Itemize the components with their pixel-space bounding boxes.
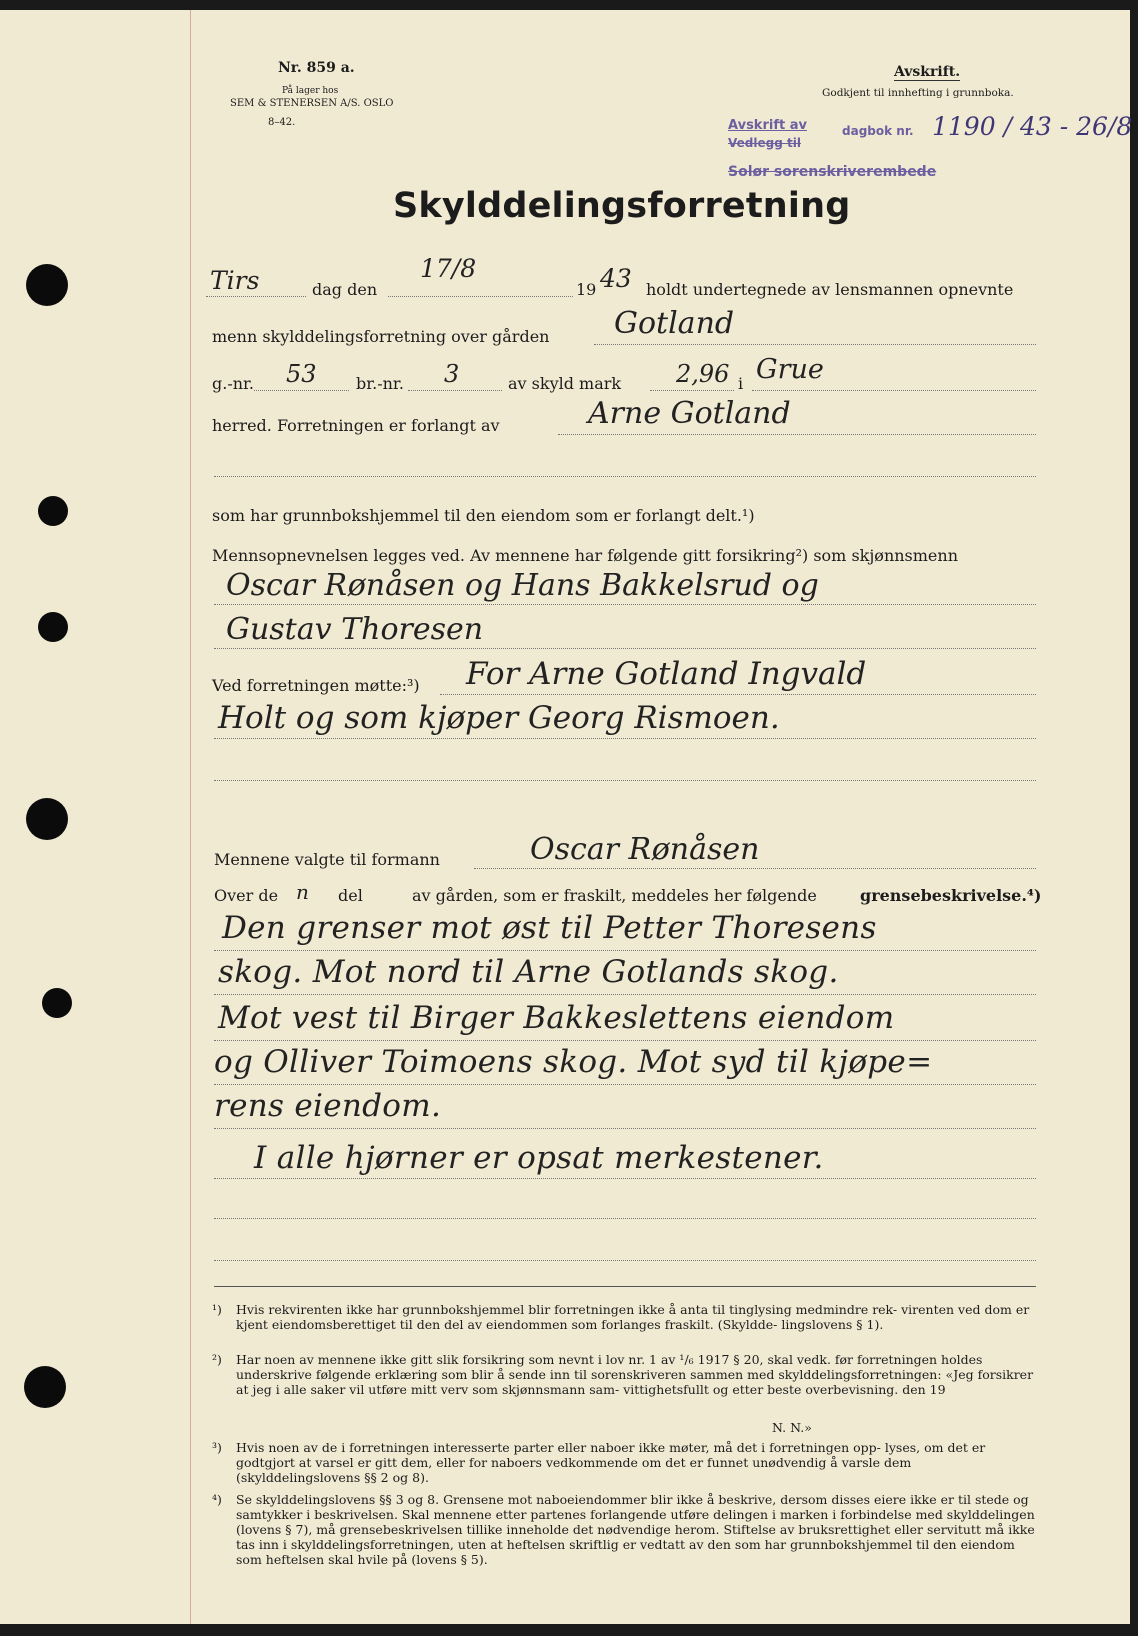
label-skyld: av skyld mark xyxy=(508,374,622,393)
fill-line xyxy=(214,738,1036,739)
year-prefix: 19 xyxy=(576,280,597,299)
boundary-intro: av gården, som er fraskilt, meddeles her følgende xyxy=(412,886,817,905)
fill-line xyxy=(388,296,573,297)
punch-hole xyxy=(26,798,68,840)
boundary-heading: grensebeskrivelse.⁴) xyxy=(860,886,1042,905)
form-number: Nr. 859 a. xyxy=(278,60,355,76)
label-gnr: g.-nr. xyxy=(212,374,255,393)
punch-hole xyxy=(38,496,68,526)
footnote-text: Se skylddelingslovens §§ 3 og 8. Grensene mot naboeiendommer blir ikke å beskrive, dersom disses eiere ikke er til stede og samtykker i beskrivelsen. Skal mennene etter partenes forlangende utføre delingen i marken i forbindelse med skylddelingen (lovens § 7), må grensebeskrivelsen tillike inneholde det nødvendige herom. Stiftelse av bruksrettighet eller servitutt må ikke tas inn i skylddelingsforretningen, uten at heftelsen skriftlig er vedtatt av den som har grunnbokshjemmel til den eiendom som heftelsen skal hvile på (lovens § 5). xyxy=(236,1492,1035,1567)
stamp-line: Avskrift av xyxy=(728,118,807,133)
date-value: 17/8 xyxy=(420,254,477,283)
fill-line xyxy=(474,868,1036,869)
fill-line xyxy=(214,1084,1036,1085)
boundary-line: skog. Mot nord til Arne Gotlands skog. xyxy=(218,954,839,990)
publisher-name: SEM & STENERSEN A/S. OSLO xyxy=(230,98,394,109)
boundary-intro: Over de xyxy=(214,886,279,905)
bnr-value: 3 xyxy=(444,360,460,388)
stamp-line: dagbok nr. xyxy=(842,124,914,138)
deed-sentence: som har grunnbokshjemmel til den eiendom som er forlangt delt.¹) xyxy=(212,506,755,525)
label-held: holdt undertegnede av lensmannen opnevnte xyxy=(646,280,1014,299)
fill-line xyxy=(440,694,1036,695)
stamp-office: Solør sorenskriverembede xyxy=(728,164,937,180)
fill-line xyxy=(214,604,1036,605)
stamp-line: Vedlegg til xyxy=(728,136,801,150)
appraisers-line: Oscar Rønåsen og Hans Bakkelsrud og xyxy=(226,568,819,603)
weekday-value: Tirs xyxy=(210,266,260,295)
fill-line xyxy=(214,780,1036,781)
punch-hole xyxy=(26,264,68,306)
punch-hole xyxy=(38,612,68,642)
label-dag-den: dag den xyxy=(312,280,378,299)
label-attended: Ved forretningen møtte:³) xyxy=(212,676,420,695)
fill-line xyxy=(214,1128,1036,1129)
fill-line xyxy=(594,344,1036,345)
footnote-divider xyxy=(214,1286,1036,1287)
boundary-line: og Olliver Toimoens skog. Mot syd til kjøpe= xyxy=(214,1044,933,1080)
footnote-number: ²) xyxy=(212,1352,222,1367)
publisher-date: 8–42. xyxy=(268,117,296,128)
skyld-value: 2,96 xyxy=(676,360,730,388)
farm-value: Gotland xyxy=(614,306,735,341)
label-requested-by: herred. Forretningen er forlangt av xyxy=(212,416,500,435)
footnote-number: ⁴) xyxy=(212,1492,222,1507)
fill-line xyxy=(558,434,1036,435)
gnr-value: 53 xyxy=(286,360,317,388)
fill-line xyxy=(214,476,1036,477)
fill-line xyxy=(214,994,1036,995)
label-chairman: Mennene valgte til formann xyxy=(214,850,440,869)
signature-placeholder: N. N.» xyxy=(772,1420,812,1435)
boundary-line: Den grenser mot øst til Petter Thoresens xyxy=(222,910,877,946)
footnote-text: Hvis rekvirenten ikke har grunnbokshjemmel blir forretningen ikke å anta til tinglysing medmindre rek- virenten ved dom er kjent eiendomsberettiget til den del av eiendommen som forlanges fraskilt. (Skyldde- lingslovens § 1). xyxy=(236,1302,1030,1332)
page-title: Skylddelingsforretning xyxy=(393,186,851,226)
fill-line xyxy=(214,950,1036,951)
punch-hole xyxy=(42,988,72,1018)
copy-note: Godkjent til innhefting i grunnboka. xyxy=(822,87,1014,99)
footnote-number: ¹) xyxy=(212,1302,222,1317)
fill-line xyxy=(408,390,502,391)
copy-label: Avskrift. xyxy=(894,64,961,80)
municipality-value: Grue xyxy=(756,354,824,385)
year-value: 43 xyxy=(600,264,632,293)
margin-line xyxy=(190,10,191,1624)
label-bnr: br.-nr. xyxy=(356,374,404,393)
fill-line xyxy=(214,1218,1036,1219)
boundary-intro-hw: n xyxy=(296,880,309,904)
footnote-number: ³) xyxy=(212,1440,222,1455)
fill-line xyxy=(214,648,1036,649)
boundary-line: Mot vest til Birger Bakkeslettens eiendom xyxy=(218,1000,895,1036)
diary-number: 1190 / 43 - 26/8 xyxy=(932,112,1133,141)
boundary-line: I alle hjørner er opsat merkestener. xyxy=(254,1140,824,1176)
punch-hole xyxy=(24,1366,66,1408)
footnote-text: Har noen av mennene ikke gitt slik forsikring som nevnt i lov nr. 1 av ¹/₆ 1917 § 20, skal vedk. før forretningen holdes underskrive følgende erklæring som blir å sende inn til sorenskriveren sammen med skylddelingsforretningen: «Jeg forsikrer at jeg i alle saker vil utføre mitt verv som skjønnsmann sam- vittighetsfullt og etter beste overbevisning. den 19 xyxy=(236,1352,1034,1397)
fill-line xyxy=(214,1260,1036,1261)
label-farm: menn skylddelingsforretning over gården xyxy=(212,327,550,346)
attended-line: For Arne Gotland Ingvald xyxy=(466,656,867,692)
publisher-line: På lager hos xyxy=(282,86,339,96)
fill-line xyxy=(206,296,306,297)
appraisers-sentence: Mennsopnevnelsen legges ved. Av mennene har følgende gitt forsikring²) som skjønnsmenn xyxy=(212,546,959,565)
fill-line xyxy=(214,1178,1036,1179)
boundary-line: rens eiendom. xyxy=(214,1088,442,1124)
requester-value: Arne Gotland xyxy=(588,396,791,431)
attended-line: Holt og som kjøper Georg Rismoen. xyxy=(218,700,780,736)
footnote-text: Hvis noen av de i forretningen interesserte parter eller naboer ikke møter, må det i forretningen opp- lyses, om det er godtgjort at varsel er gitt dem, eller for naboers vedkommende om det er funnet unødvendig å varsle dem (skylddelingslovens §§ 2 og 8). xyxy=(236,1440,986,1485)
fill-line xyxy=(214,1040,1036,1041)
fill-line xyxy=(254,390,349,391)
fill-line xyxy=(752,390,1036,391)
label-i: i xyxy=(738,374,744,393)
boundary-intro: del xyxy=(338,886,363,905)
fill-line xyxy=(650,390,734,391)
chairman-value: Oscar Rønåsen xyxy=(530,832,760,867)
appraisers-line: Gustav Thoresen xyxy=(226,612,484,647)
